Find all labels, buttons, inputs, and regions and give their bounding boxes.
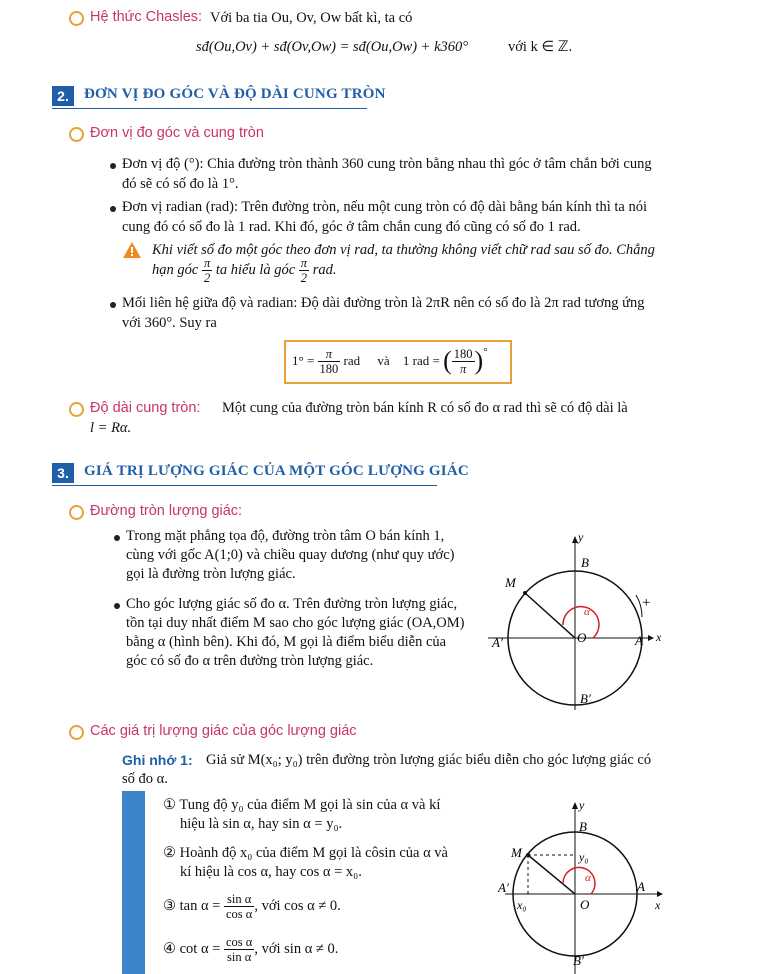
ring-bullet-icon: [69, 725, 84, 740]
bullet-icon: [114, 535, 120, 541]
label-x: x: [655, 898, 661, 912]
frac-denominator: 180: [319, 361, 339, 376]
rad-unit: rad: [343, 353, 361, 368]
cos-def-line1: ② Hoành độ x₀ của điểm M gọi là côsin của α và: [163, 845, 448, 861]
frac-denominator: cos α: [226, 907, 253, 921]
section-3-title: GIÁ TRỊ LƯỢNG GIÁC CỦA MỘT GÓC LƯỢNG GIÁC: [84, 463, 469, 479]
arc-length-line1: Một cung của đường tròn bán kính R có số đo α rad thì sẽ có độ dài là: [222, 400, 628, 416]
subheading-unit-circle: Đường tròn lượng giác:: [90, 503, 243, 519]
memo-side-bar: [122, 791, 145, 974]
note-line1: Khi viết số đo một góc theo đơn vị rad, ta thường không viết chữ rad sau số đo. Chẳng: [152, 242, 655, 258]
point-def-line2: tồn tại duy nhất điểm M sao cho góc lượng giác (OA,OM): [126, 615, 465, 631]
section-2-title: ĐƠN VỊ ĐO GÓC VÀ ĐỘ DÀI CUNG TRÒN: [84, 86, 386, 102]
x-axis-arrow-icon: [657, 891, 663, 897]
frac-numerator: π: [203, 256, 211, 270]
sin-def-line1: ① Tung độ y₀ của điểm M gọi là sin của α và kí: [163, 797, 441, 813]
note-text-a: hạn góc: [152, 262, 199, 278]
conversion-formula-box: [284, 340, 512, 384]
label-y: y: [578, 530, 584, 544]
label-x: x: [656, 630, 662, 644]
point-def-line3: bằng α (hình bên). Khi đó, M gọi là điểm biểu diễn của: [126, 634, 447, 650]
one-radian: 1 rad =: [402, 353, 440, 368]
label-a-prime: A′: [498, 880, 509, 895]
label-alpha: α: [585, 872, 591, 884]
cos-def-line2: kí hiệu là cos α, hay cos α = x₀.: [180, 864, 362, 880]
fraction-pi-over-180: [318, 347, 341, 376]
label-plus: +: [642, 595, 651, 611]
label-b-prime: B′: [580, 691, 591, 706]
section-3-number: 3.: [52, 463, 74, 483]
trig-values-figure: [495, 795, 680, 974]
bullet-icon: [110, 302, 116, 308]
label-y: y: [579, 798, 585, 812]
section-3-underline: [52, 485, 437, 486]
y-axis-arrow-icon: [572, 802, 578, 809]
paren-left: (: [443, 346, 452, 375]
cot-def: [163, 935, 338, 964]
chasles-label: Hệ thức Chasles:: [90, 9, 203, 25]
label-a-prime: A′: [492, 635, 503, 650]
circle-def-line1: Trong mặt phẳng tọa độ, đường tròn tâm O bán kính 1,: [126, 528, 445, 544]
cot-condition: , với sin α ≠ 0.: [254, 941, 339, 957]
tan-lhs: ③ tan α =: [163, 898, 221, 914]
label-o: O: [577, 630, 587, 645]
circle-def-line3: gọi là đường tròn lượng giác.: [126, 566, 296, 582]
label-b-prime: B′: [573, 953, 584, 968]
frac-numerator: 180: [453, 346, 473, 361]
label-y0: y₀: [579, 850, 589, 864]
ring-bullet-icon: [69, 127, 84, 142]
radian-unit-line2: cung đó có số đo là 1 rad. Khi đó, góc ở tâm chắn cung đó cũng có số đo 1 rad.: [122, 219, 581, 235]
note-line2: [152, 256, 336, 290]
sin-def-line2: hiệu là sin α, hay sin α = y₀.: [180, 816, 343, 832]
ring-bullet-icon: [69, 505, 84, 520]
label-b: B: [579, 819, 587, 834]
label-b: B: [581, 555, 589, 570]
paren-right: ): [474, 346, 484, 375]
bullet-icon: [114, 603, 120, 609]
ring-bullet-icon: [69, 11, 84, 26]
bullet-icon: [110, 206, 116, 212]
circle-def-line2: cùng với gốc A(1;0) và chiều quay dương (như quy ước): [126, 547, 455, 563]
subheading-angle-units: Đơn vị đo góc và cung tròn: [90, 125, 264, 141]
label-m: M: [511, 845, 522, 860]
frac-numerator: π: [318, 347, 341, 362]
frac-denominator: 2: [300, 271, 308, 285]
frac-denominator: sin α: [227, 950, 252, 964]
fraction-180-over-pi: [452, 347, 475, 376]
tan-def: [163, 892, 341, 921]
chasles-text: Với ba tia Ou, Ov, Ow bất kì, ta có: [210, 10, 413, 26]
degree-unit-line2: đó sẽ có số đo là 1°.: [122, 176, 239, 192]
tan-condition: , với cos α ≠ 0.: [254, 898, 341, 914]
fraction-pi-over-2: [202, 256, 212, 285]
chasles-condition: với k ∈ ℤ.: [508, 39, 573, 55]
bullet-icon: [110, 163, 116, 169]
point-def-line4: góc có số đo α trên đường tròn lượng giác.: [126, 653, 374, 669]
point-def-line1: Cho góc lượng giác số đo α. Trên đường tròn lượng giác,: [126, 596, 458, 612]
degree-sign: °: [483, 346, 488, 358]
unit-circle-figure: [478, 525, 678, 720]
and-word: và: [377, 353, 390, 368]
cot-lhs: ④ cot α =: [163, 941, 221, 957]
frac-denominator: 2: [203, 271, 211, 285]
point-m: [523, 591, 527, 595]
subheading-arc-length: Độ dài cung tròn:: [90, 400, 201, 416]
subheading-trig-values: Các giá trị lượng giác của góc lượng giác: [90, 723, 357, 739]
ring-bullet-icon: [69, 402, 84, 417]
radian-unit-line1: Đơn vị radian (rad): Trên đường tròn, nếu một cung tròn có độ dài bằng bán kính thì ta nói: [122, 199, 647, 215]
chasles-formula: sđ(Ou,Ov) + sđ(Ov,Ow) = sđ(Ou,Ow) + k360°: [196, 39, 469, 55]
one-degree: 1° =: [292, 353, 315, 368]
memo-line1: Giả sử M(x₀; y₀) trên đường tròn lượng giác biểu diễn cho góc lượng giác có: [206, 752, 652, 768]
frac-denominator: π: [460, 361, 467, 376]
fraction-sin-over-cos: [224, 892, 254, 921]
fraction-cos-over-sin: [224, 935, 254, 964]
label-o: O: [580, 897, 590, 912]
label-m: M: [505, 575, 516, 590]
label-a: A: [637, 879, 645, 894]
x-axis-arrow-icon: [648, 635, 654, 641]
frac-numerator: sin α: [224, 892, 254, 907]
arc-length-line2: l = Rα.: [90, 420, 132, 436]
note-text-b: ta hiểu là góc: [215, 262, 296, 278]
frac-numerator: cos α: [226, 935, 253, 949]
relation-line1: Mối liên hệ giữa độ và radian: Độ dài đường tròn là 2πR nên có số đo là 2π rad tương ứng: [122, 295, 645, 311]
radius-om: [528, 855, 575, 894]
label-alpha: α: [584, 606, 590, 618]
fraction-pi-over-2: [299, 256, 309, 285]
label-a: A: [635, 633, 643, 648]
section-2-number: 2.: [52, 86, 74, 106]
frac-numerator: π: [300, 256, 308, 270]
point-m: [526, 853, 530, 857]
note-text-c: rad.: [312, 262, 337, 278]
degree-unit-line1: Đơn vị độ (°): Chia đường tròn thành 360 cung tròn bằng nhau thì góc ở tâm chắn bởi cung: [122, 156, 652, 172]
radius-om: [525, 593, 575, 638]
memo-line2: số đo α.: [122, 771, 168, 787]
label-x0: x₀: [517, 898, 527, 912]
conversion-formula: [292, 346, 488, 376]
section-2-underline: [52, 108, 367, 109]
warning-icon: [122, 241, 142, 259]
memo-label: Ghi nhớ 1:: [122, 752, 193, 768]
relation-line2: với 360°. Suy ra: [122, 315, 217, 331]
